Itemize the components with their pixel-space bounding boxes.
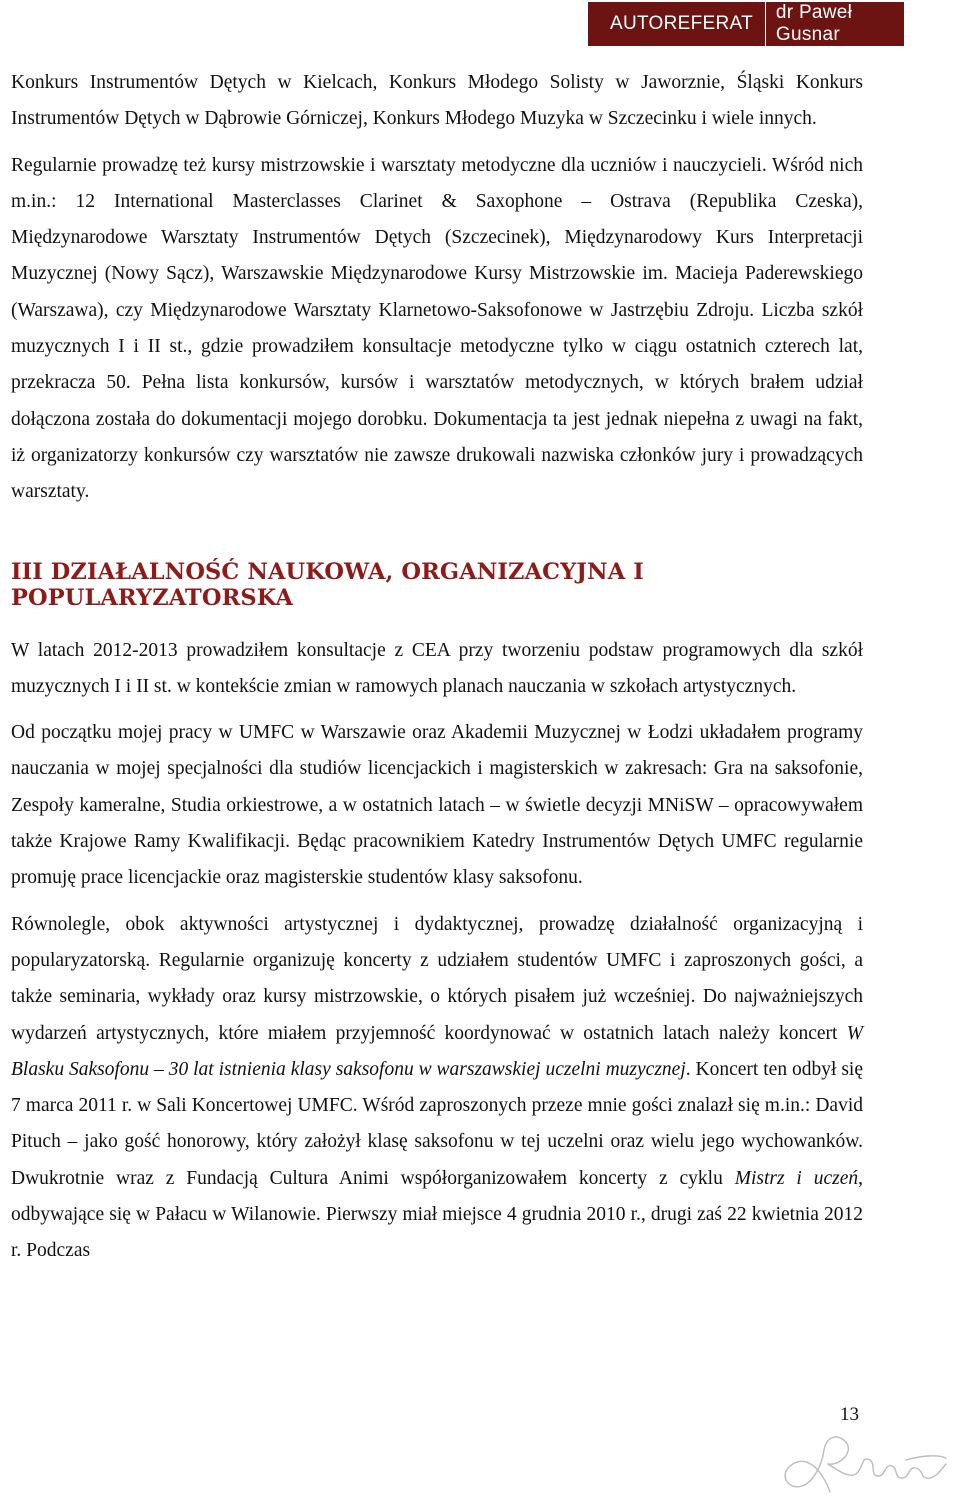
section-heading: III DZIAŁALNOŚĆ NAUKOWA, ORGANIZACYJNA I POPULARYZATORSKA — [11, 558, 644, 611]
organizational-text-3: , odbywające się w Pałacu w Wilanowie. Pierwszy miał miejsce 4 grudnia 2010 r., drugi zaś 22 kwietnia 2012 r. Podczas — [11, 1167, 863, 1262]
header-doc-type: AUTOREFERAT — [610, 13, 753, 34]
paragraph-organizational — [11, 907, 863, 1270]
header-bar — [588, 2, 904, 46]
paragraph-curricula: Od początku mojej pracy w UMFC w Warszawie oraz Akademii Muzycznej w Łodzi układałem programy nauczania w mojej specjalności dla studiów licencjackich i magisterskich w zakresach: Gra na saksofonie, Zespoły kameralne, Studia orkiestrowe, a w ostatnich latach – w świetle decyzji MNiSW – opracowywałem także Krajowe Ramy Kwalifikacji. Będąc pracownikiem Katedry Instrumentów Dętych UMFC regularnie promuję prace licencjackie oraz magisterskie studentów klasy saksofonu. — [11, 722, 863, 889]
paragraph-cea-consultations: W latach 2012-2013 prowadziłem konsultacje z CEA przy tworzeniu podstaw programowych dla szkół muzycznych I i II st. w kontekście zmian w ramowych planach nauczania w szkołach artystycznych. — [11, 639, 863, 697]
signature-icon — [770, 1420, 950, 1500]
header-author: dr Paweł Gusnar — [775, 2, 853, 45]
organizational-text-1: Równolegle, obok aktywności artystycznej i dydaktycznej, prowadzę działalność organizacyjną i popularyzatorską. Regularnie organizuję koncerty z udziałem studentów UMFC i zaproszonych gości, a także seminaria, wykłady oraz kursy mistrzowskie, o których pisałem już wcześniej. Do najważniejszych wydarzeń artystycznych, które miałem przyjemność koordynować w ostatnich latach należy koncert — [11, 913, 863, 1044]
page-content — [11, 65, 863, 1270]
paragraph-competitions: Konkurs Instrumentów Dętych w Kielcach, Konkurs Młodego Solisty w Jaworznie, Śląski Konkurs Instrumentów Dętych w Dąbrowie Górniczej, Konkurs Młodego Muzyka w Szczecinku i wiele innych. — [11, 72, 863, 130]
organizational-text-2: . Koncert ten odbył się 7 marca 2011 r. w Sali Koncertowej UMFC. Wśród zaproszonych przeze mnie gości znalazł się m.in.: David Pituch – jako gość honorowy, który założył klasę saksofonu w tej uczelni oraz wielu jego wychowanków. Dwukrotnie wraz z Fundacją Cultura Animi współorganizowałem koncerty z cyklu — [11, 1058, 863, 1189]
concert-cycle-title: Mistrz i uczeń — [734, 1167, 859, 1189]
concert-title: W Blasku Saksofonu – 30 lat istnienia klasy saksofonu w warszawskiej uczelni muzycznej — [11, 1022, 863, 1080]
header-divider — [765, 2, 766, 46]
page-number: 13 — [840, 1404, 859, 1425]
paragraph-masterclasses: Regularnie prowadzę też kursy mistrzowskie i warsztaty metodyczne dla uczniów i nauczycieli. Wśród nich m.in.: 12 International Masterclasses Clarinet & Saxophone – Ostrava (Republika Czeska), Międzynarodowe Warsztaty Instrumentów Dętych (Szczecinek), Międzynarodowy Kurs Interpretacji Muzycznej (Nowy Sącz), Warszawskie Międzynarodowe Kursy Mistrzowskie im. Macieja Paderewskiego (Warszawa), czy Międzynarodowe Warsztaty Klarnetowo-Saksofonowe w Jastrzębiu Zdroju. Liczba szkół muzycznych I i II st., gdzie prowadziłem konsultacje metodyczne tylko w ciągu ostatnich czterech lat, przekracza 50. Pełna lista konkursów, kursów i warsztatów metodycznych, w których brałem udział dołączona została do dokumentacji mojego dorobku. Dokumentacja ta jest jednak niepełna z uwagi na fakt, iż organizatorzy konkursów czy warsztatów nie zawsze drukowali nazwiska członków jury i prowadzących warsztaty. — [11, 154, 863, 503]
